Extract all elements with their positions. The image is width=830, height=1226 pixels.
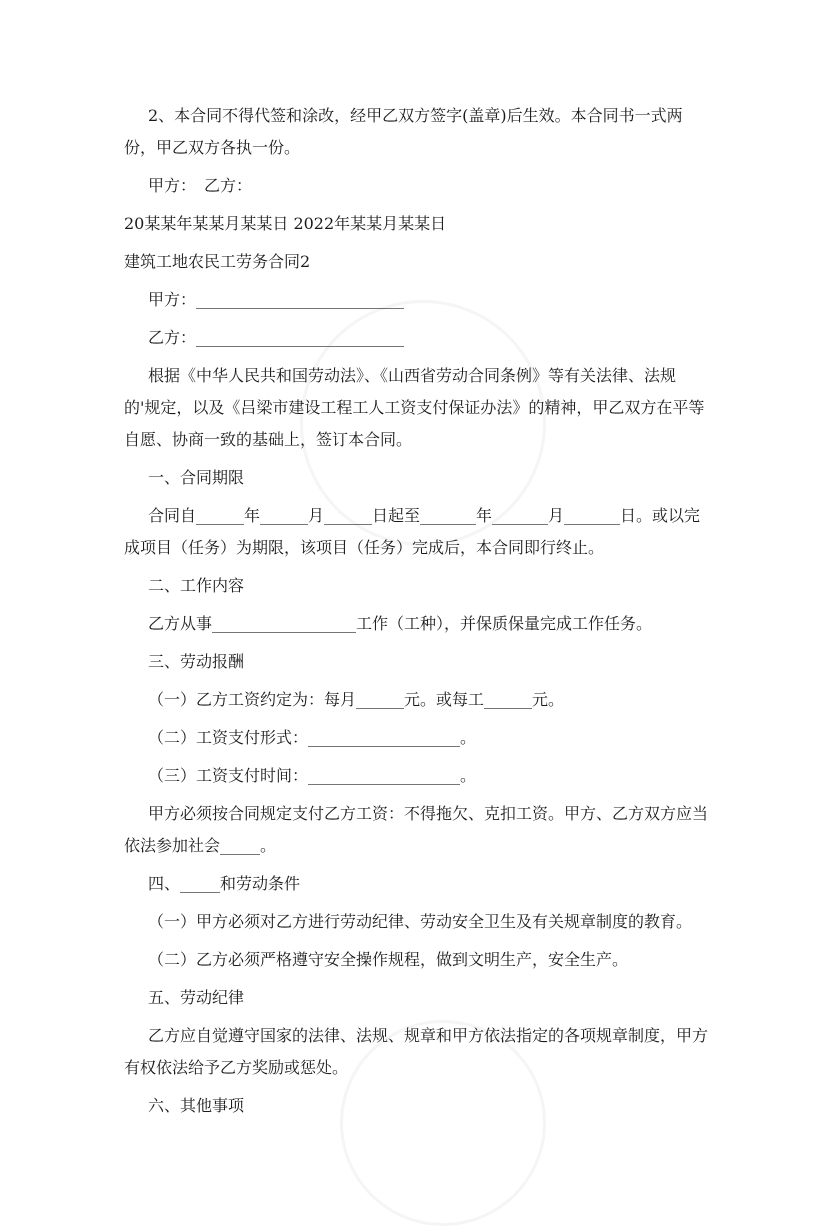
- paragraph: 五、劳动纪律: [148, 988, 245, 1007]
- paragraph: 2、本合同不得代签和涂改，经甲乙双方签字(盖章)后生效。本合同书一式两份，甲乙双方各执一份。: [124, 106, 683, 157]
- paragraph: 三、劳动报酬: [148, 652, 245, 671]
- paragraph: 二、工作内容: [148, 576, 245, 595]
- paragraph: （二）工资支付形式：___________________。: [148, 728, 477, 747]
- paragraph: 合同自______年______月______日起至_______年_______月_______日。或以完成项目（任务）为期限，该项目（任务）完成后，本合同即行终止。: [124, 506, 701, 557]
- paragraph: （二）乙方必须严格遵守安全操作规程，做到文明生产，安全生产。: [148, 950, 629, 969]
- paragraph: 乙方：__________________________: [148, 328, 405, 347]
- paragraph: 六、其他事项: [148, 1096, 245, 1115]
- paragraph: 一、合同期限: [148, 468, 245, 487]
- paragraph: （一）乙方工资约定为：每月______元。或每工______元。: [148, 690, 565, 709]
- document-body: [124, 100, 708, 1122]
- paragraph: 甲方：__________________________: [148, 290, 405, 309]
- paragraph: 建筑工地农民工劳务合同2: [124, 252, 311, 271]
- paragraph: （一）甲方必须对乙方进行劳动纪律、劳动安全卫生及有关规章制度的教育。: [148, 912, 693, 931]
- paragraph: （三）工资支付时间：___________________。: [148, 766, 477, 785]
- paragraph: 根据《中华人民共和国劳动法》、《山西省劳动合同条例》等有关法律、法规的'规定，以及《吕梁市建设工程工人工资支付保证办法》的精神，甲乙双方在平等自愿、协商一致的基础上，签订本合同。: [124, 366, 705, 449]
- paragraph: 甲方： 乙方：: [148, 176, 253, 195]
- paragraph: 乙方从事__________________工作（工种），并保质保量完成工作任务。: [148, 614, 653, 633]
- paragraph: 乙方应自觉遵守国家的法律、法规、规章和甲方依法指定的各项规章制度，甲方有权依法给予乙方奖励或惩处。: [124, 1026, 709, 1077]
- paragraph: 四、_____和劳动条件: [148, 874, 301, 893]
- paragraph: 20某某年某某月某某日 2022年某某月某某日: [124, 214, 447, 233]
- paragraph: 甲方必须按合同规定支付乙方工资：不得拖欠、克扣工资。甲方、乙方双方应当依法参加社会_____。: [124, 804, 709, 855]
